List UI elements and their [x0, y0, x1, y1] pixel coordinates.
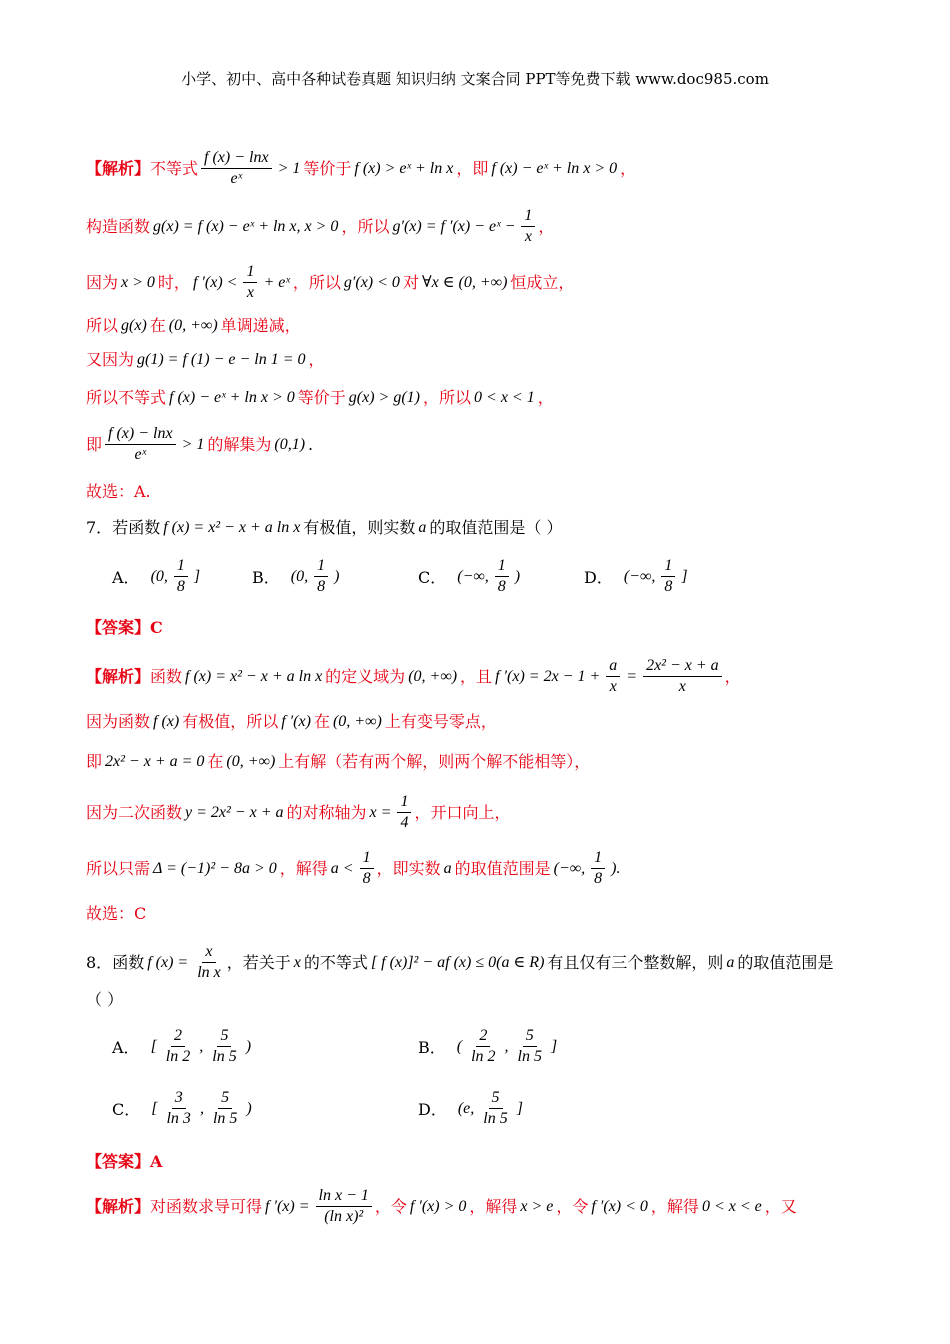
question-number: 7． [86, 518, 113, 537]
q8-paren: （ ） [86, 990, 124, 1009]
math: g(x) = f (x) − eˣ + ln x, x > 0 [153, 217, 339, 235]
denominator: x [678, 678, 686, 695]
fraction [194, 942, 224, 983]
math: ) [246, 1099, 252, 1117]
math: g(1) = f (1) − e − ln 1 = 0 [137, 351, 306, 368]
option-label: B． [252, 568, 280, 587]
text: ，所以 [292, 272, 341, 292]
math: , [504, 1037, 509, 1055]
fraction [480, 1088, 510, 1129]
text: 的取值范围是 [454, 858, 551, 878]
fraction [243, 262, 257, 303]
math: x = [369, 803, 392, 821]
text: ，又 [764, 1196, 797, 1216]
text: ，所以 [341, 216, 390, 236]
text: 的不等式 [303, 952, 368, 972]
math: y = 2x² − x + a [185, 803, 284, 821]
math: f ′(x) = 2x − 1 + [495, 667, 601, 685]
q7-option-c [418, 556, 523, 597]
math: f (x) − eˣ + ln x > 0 [169, 389, 295, 406]
text: 所以 [86, 316, 119, 335]
text: ， [620, 158, 637, 178]
text: . [308, 434, 314, 454]
math: a [418, 519, 427, 536]
numerator: 2x² − x + a [643, 656, 722, 677]
math: (0, [290, 567, 309, 585]
q7-sol-line-1 [86, 656, 910, 697]
math: (−∞, [553, 859, 586, 877]
option-label: C． [418, 568, 447, 587]
numerator: a [606, 656, 620, 677]
math: a [443, 859, 452, 877]
text: 不等式 [150, 158, 199, 178]
q7-option-b [252, 556, 342, 597]
text: 即 [86, 752, 103, 771]
math: g(x) > g(1) [348, 389, 421, 406]
numerator: 2 [476, 1026, 490, 1047]
denominator: eˣ [230, 170, 243, 187]
math: x [293, 953, 301, 971]
text: 有极值，所以 [182, 712, 279, 731]
numerator: 1 [360, 848, 374, 869]
math: , [199, 1099, 204, 1117]
numerator: 1 [397, 792, 411, 813]
text: 单调递减， [220, 316, 301, 335]
fraction [521, 206, 535, 247]
text: 函数 [112, 952, 145, 972]
math: ] [681, 567, 688, 585]
math: (0,1) [274, 435, 306, 453]
text: ，所以 [423, 388, 472, 407]
math: , [199, 1037, 204, 1055]
denominator: x [524, 228, 532, 245]
text: 在 [149, 316, 166, 335]
denominator: ln 5 [212, 1048, 237, 1065]
q7-option-d [584, 556, 691, 597]
q8-answer: 【答案】A [86, 1152, 163, 1171]
text: 因为二次函数 [86, 802, 183, 822]
q7-answer: 【答案】C [86, 618, 163, 637]
text: ，开口向上， [414, 802, 511, 822]
q8-stem [86, 942, 910, 983]
text: 的解集为 [207, 434, 272, 454]
math: x > e [520, 1197, 554, 1215]
text: ， [538, 216, 555, 236]
text: ，解得 [279, 858, 328, 878]
math: ∀x ∈ (0, +∞) [421, 273, 508, 291]
math: g(x) [121, 317, 147, 334]
fraction [163, 1026, 193, 1067]
denominator: 4 [400, 814, 409, 831]
fraction [606, 656, 620, 697]
option-label: D． [584, 568, 613, 587]
fraction [209, 1026, 239, 1067]
text: 的对称轴为 [286, 802, 367, 822]
fraction [468, 1026, 498, 1067]
s6-line-3 [86, 262, 910, 303]
denominator: 8 [497, 578, 506, 595]
question-number: 8． [86, 952, 113, 972]
text: 等价于 [297, 388, 346, 407]
math: g′(x) < 0 [343, 273, 400, 291]
math: ] [516, 1099, 523, 1117]
denominator: ln 2 [471, 1048, 496, 1065]
denominator: ln 3 [166, 1110, 191, 1127]
text: 在 [207, 752, 224, 771]
denominator: x [246, 284, 254, 301]
numerator: 1 [495, 556, 509, 577]
math: 0 < x < 1 [474, 389, 535, 406]
numerator: f (x) − lnx [105, 424, 176, 445]
math: ] [193, 567, 201, 585]
denominator: x [609, 678, 617, 695]
text: 上有变号零点， [384, 712, 497, 731]
text: ， [537, 388, 554, 407]
option-label: C． [112, 1100, 141, 1119]
option-label: A． [112, 568, 140, 587]
math: f (x) > eˣ + ln x [354, 159, 454, 177]
solution-tag: 【解析】 [86, 1196, 151, 1216]
numerator: x [202, 942, 215, 963]
denominator: 8 [176, 578, 185, 595]
text: 等价于 [303, 158, 352, 178]
s6-line-7 [86, 424, 910, 465]
text: 所以不等式 [86, 388, 167, 407]
math: f ′(x) > 0 [409, 1197, 467, 1215]
math: f ′(x) = [265, 1197, 310, 1215]
math: + eˣ [263, 273, 290, 291]
numerator: 1 [243, 262, 257, 283]
fraction [163, 1088, 193, 1129]
numerator: 5 [218, 1088, 232, 1109]
option-label: A． [112, 1038, 140, 1057]
q8-sol-line-1 [86, 1186, 910, 1227]
math: f (x) = [147, 953, 189, 971]
text: ，解得 [650, 1196, 699, 1216]
text: ，即实数 [376, 858, 441, 878]
math: f ′(x) < 0 [591, 1197, 648, 1215]
solution-tag: 【解析】 [86, 158, 151, 178]
text: 上有解（若有两个解，则两个解不能相等）， [278, 752, 591, 771]
fraction [360, 848, 374, 889]
denominator: ln 5 [517, 1048, 542, 1065]
text: 所以只需 [86, 858, 151, 878]
numerator: 2 [171, 1026, 185, 1047]
math: ). [611, 859, 621, 877]
math: [ f (x)]² − af (x) ≤ 0(a ∈ R) [370, 953, 545, 971]
math: ] [551, 1037, 558, 1055]
numerator: 1 [521, 206, 535, 227]
option-label: B． [418, 1038, 446, 1057]
q7-stem [86, 518, 910, 537]
math: (0, +∞) [332, 713, 382, 730]
option-label: D． [418, 1100, 447, 1119]
denominator: eˣ [134, 446, 147, 463]
numerator: 3 [172, 1088, 186, 1109]
text: 若函数 [112, 518, 161, 537]
q7-option-a [112, 556, 203, 597]
math: [ [150, 1037, 157, 1055]
numerator: 5 [523, 1026, 537, 1047]
q8-option-b [418, 1026, 560, 1067]
math: > 1 [277, 159, 301, 177]
numerator: 1 [661, 556, 675, 577]
math: f ′(x) [281, 713, 311, 730]
solution-tag: 【解析】 [86, 666, 151, 686]
q7-sol-line-3 [86, 752, 910, 771]
q8-option-c [112, 1088, 255, 1129]
fraction [643, 656, 722, 697]
text: 因为 [86, 272, 119, 292]
math: ) [514, 567, 521, 585]
text: 时， [157, 272, 190, 292]
numerator: 1 [591, 848, 605, 869]
math: ) [245, 1037, 252, 1055]
math: [ [151, 1099, 158, 1117]
denominator: 8 [362, 870, 371, 887]
math: 2x² − x + a = 0 [105, 753, 205, 770]
text: 因为函数 [86, 712, 151, 731]
math: > 1 [181, 435, 205, 453]
s6-line-4 [86, 316, 910, 335]
math: = [626, 667, 638, 685]
math: (0, +∞) [168, 317, 218, 334]
denominator: ln 2 [165, 1048, 191, 1065]
fraction [174, 556, 188, 597]
fraction [495, 556, 509, 597]
math: (−∞, [623, 567, 656, 585]
fraction [316, 1186, 372, 1227]
math: (e, [457, 1099, 475, 1117]
text: 的取值范围是（ ） [429, 518, 563, 537]
math: x > 0 [121, 273, 155, 291]
q8-option-a [112, 1026, 254, 1067]
math: 0 < x < e [701, 1197, 762, 1215]
numerator: 1 [314, 556, 328, 577]
s6-line-2 [86, 206, 910, 247]
numerator: f (x) − lnx [201, 148, 272, 169]
denominator: 8 [664, 578, 673, 595]
text: 恒成立， [510, 272, 575, 292]
text: 函数 [150, 666, 183, 686]
text: ， [308, 350, 325, 369]
text: ，且 [460, 666, 493, 686]
fraction [201, 148, 272, 189]
math: (0, +∞) [408, 667, 458, 685]
s6-line-6 [86, 388, 910, 407]
math: f (x) = x² − x + a ln x [163, 519, 301, 536]
math: (0, +∞) [226, 753, 276, 770]
text: ，即 [456, 158, 489, 178]
math: f (x) − eˣ + ln x > 0 [491, 159, 618, 177]
math: Δ = (−1)² − 8a > 0 [153, 859, 277, 877]
q7-sol-line-4 [86, 792, 910, 833]
q7-sol-line-2 [86, 712, 910, 731]
fraction [591, 848, 605, 889]
numerator: ln x − 1 [316, 1186, 372, 1207]
numerator: 5 [217, 1026, 231, 1047]
s6-line-5 [86, 350, 910, 369]
text: ，解得 [469, 1196, 518, 1216]
text: ，若关于 [226, 952, 291, 972]
denominator: 8 [317, 578, 326, 595]
text: ，令 [374, 1196, 407, 1216]
text: 对函数求导可得 [150, 1196, 263, 1216]
text: 有且仅有三个整数解，则 [547, 952, 724, 972]
q7-choice: 故选：C [86, 904, 147, 923]
math: f (x) = x² − x + a ln x [185, 667, 323, 685]
math: f ′(x) < [192, 273, 238, 291]
math: a < [330, 859, 354, 877]
text: 在 [313, 712, 330, 731]
math: ( [456, 1037, 463, 1055]
math: ) [334, 567, 340, 585]
math: f (x) [153, 713, 180, 730]
fraction [515, 1026, 545, 1067]
fraction [210, 1088, 240, 1129]
math: a [726, 953, 735, 971]
text: 的定义域为 [325, 666, 406, 686]
text: 的取值范围是 [737, 952, 834, 972]
denominator: (ln x)² [324, 1208, 364, 1225]
numerator: 1 [174, 556, 188, 577]
text: 构造函数 [86, 216, 151, 236]
text: 有极值，则实数 [303, 518, 416, 537]
numerator: 5 [489, 1088, 503, 1109]
fraction [661, 556, 675, 597]
text: ， [724, 666, 741, 686]
fraction [397, 792, 411, 833]
text: 即 [86, 434, 103, 454]
denominator: 8 [594, 870, 603, 887]
math: g′(x) = f ′(x) − eˣ − [392, 217, 516, 235]
denominator: ln 5 [212, 1110, 238, 1127]
fraction [314, 556, 328, 597]
s6-choice: 故选：A. [86, 482, 151, 501]
q8-option-d [418, 1088, 526, 1129]
math: (−∞, [457, 567, 489, 585]
text: 又因为 [86, 350, 135, 369]
math: (0, [150, 567, 168, 585]
page-header: 小学、初中、高中各种试卷真题 知识归纳 文案合同 PPT等免费下载 www.doc985.com [181, 70, 769, 88]
s6-line-1 [86, 148, 910, 189]
text: ，令 [556, 1196, 589, 1216]
denominator: ln x [197, 964, 221, 981]
denominator: ln 5 [483, 1110, 508, 1127]
q7-sol-line-5 [86, 848, 910, 889]
text: 对 [402, 272, 419, 292]
fraction [105, 424, 176, 465]
